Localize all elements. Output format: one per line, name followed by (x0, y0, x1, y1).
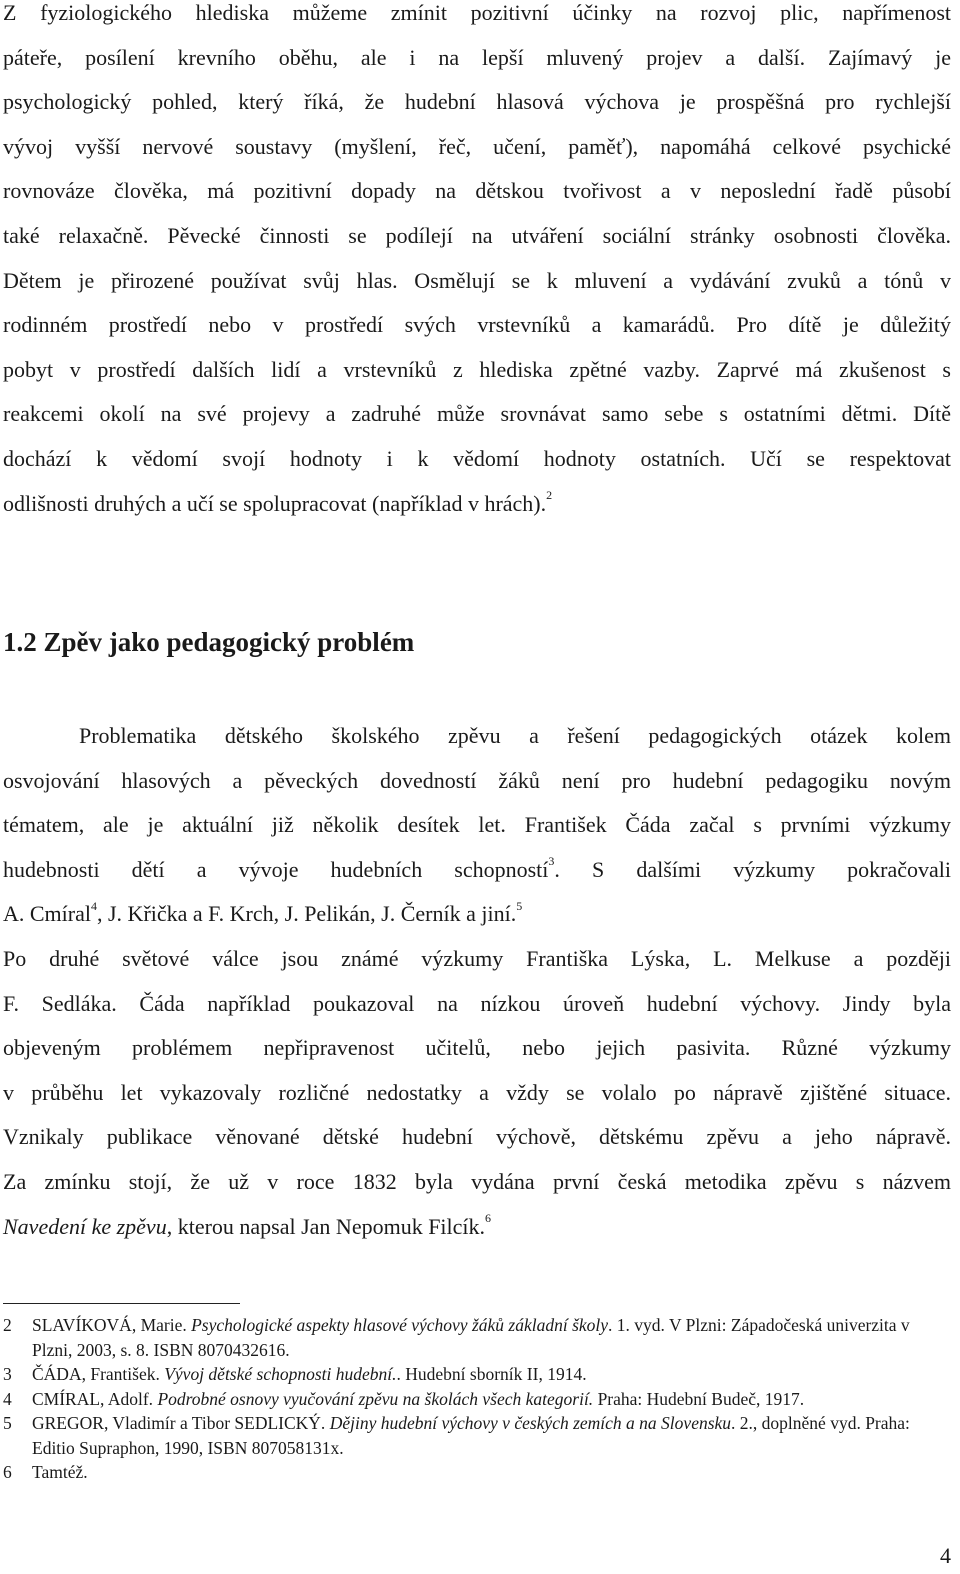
paragraph-intro (3, 0, 951, 526)
citation-rest: . 1. vyd. V Plzni: Západočeská univerzita v Plzni, 2003, s. 8. ISBN 8070432616. (32, 1315, 910, 1360)
text-line: Dětem je přirozené používat svůj hlas. Osmělují se k mluvení a vydávání zvuků a tónů v (3, 267, 951, 293)
text-line: psychologický pohled, který říká, že hudební hlasová výchova je prospěšná pro rychlejší (3, 89, 951, 115)
text-line: pobyt v prostředí dalších lidí a vrstevníků z hlediska zpětné vazby. Zaprvé má zkušenost s (3, 356, 951, 382)
footnote-item (3, 1460, 943, 1485)
paragraph-problem (3, 714, 951, 937)
footnote-ref[interactable]: 2 (546, 488, 553, 503)
footnote-text (32, 1362, 943, 1387)
text-line: dochází k vědomí svojí hodnoty i k vědomí hodnoty ostatních. Učí se respektovat (3, 445, 951, 471)
citation-title: Vývoj dětské schopnosti hudební. (164, 1364, 397, 1384)
footnote-text (32, 1411, 943, 1460)
citation-author: CMÍRAL, Adolf. (32, 1388, 158, 1409)
text-line: Z fyziologického hlediska můžeme zmínit pozitivní účinky na rozvoj plic, napřímenost (3, 0, 951, 25)
text-line: páteře, posílení krevního oběhu, ale i na lepší mluvený projev a další. Zajímavý je (3, 44, 951, 70)
footnote-divider (3, 1303, 240, 1304)
paragraph-history (3, 937, 951, 1249)
citation-rest: . Hudební sborník II, 1914. (396, 1364, 587, 1384)
text-segment: , kterou napsal Jan Nepomuk Filcík. (166, 1213, 486, 1239)
citation-title: Psychologické aspekty hlasové výchovy žáků základní školy (191, 1315, 609, 1335)
citation-author: GREGOR, Vladimír a Tibor SEDLICKÝ. (32, 1413, 330, 1433)
text-line: Vznikaly publikace věnované dětské hudební výchově, dětskému zpěvu a jeho nápravě. (3, 1124, 951, 1150)
citation-title: Dějiny hudební výchovy v českých zemích a na Slovensku (329, 1413, 732, 1433)
text-line: vývoj vyšší nervové soustavy (myšlení, řeč, učení, paměť), napomáhá celkové psychické (3, 133, 951, 159)
citation-rest: . 2., doplněné vyd. Praha: Editio Supraphon, 1990, ISBN 807058131x. (32, 1413, 910, 1458)
footnote-item (3, 1362, 943, 1387)
footnote-number: 6 (3, 1462, 12, 1482)
footnote-text (32, 1387, 943, 1412)
text-line: Za zmínku stojí, že už v roce 1832 byla vydána první česká metodika zpěvu s názvem (3, 1168, 951, 1194)
footnotes (3, 1313, 943, 1485)
book-title: Navedení ke zpěvu (3, 1213, 167, 1239)
citation-author: SLAVÍKOVÁ, Marie. (32, 1315, 192, 1335)
text-line (3, 482, 951, 527)
footnote-ref[interactable]: 3 (548, 854, 555, 869)
footnote-item (3, 1313, 943, 1362)
page-number: 4 (940, 1543, 951, 1568)
text-line: rodinném prostředí nebo v prostředí svých vrstevníků a kamarádů. Pro dítě je důležitý (3, 312, 951, 338)
text-line: v průběhu let vykazovaly rozličné nedostatky a vždy se volalo po nápravě zjištěné situace. (3, 1079, 951, 1105)
footnote-item (3, 1411, 943, 1460)
text-line: také relaxačně. Pěvecké činnosti se podílejí na utváření sociální stránky osobnosti člověka. (3, 222, 951, 248)
text-line: reakcemi okolí na své projevy a zadruhé může srovnávat samo sebe s ostatními dětmi. Dítě (3, 401, 951, 427)
text-line: Problematika dětského školského zpěvu a řešení pedagogických otázek kolem (79, 723, 951, 748)
text-line (3, 848, 951, 893)
text-segment: A. Cmíral (3, 901, 91, 927)
footnote-ref[interactable]: 4 (91, 899, 97, 914)
text-line: Po druhé světové válce jsou známé výzkumy Františka Lýska, L. Melkuse a později (3, 946, 951, 971)
citation-author: ČÁDA, František. (32, 1364, 165, 1384)
footnote-text (32, 1313, 943, 1362)
text-line: tématem, ale je aktuální již několik desítek let. František Čáda začal s prvními výzkumy (3, 812, 951, 838)
citation-title: Podrobné osnovy vyučování zpěvu na školách všech kategorií. (157, 1388, 594, 1409)
footnote-ref[interactable]: 5 (516, 899, 523, 914)
text-line: osvojování hlasových a pěveckých dovedností žáků není pro hudební pedagogiku novým (3, 767, 951, 793)
footnote-number: 5 (3, 1413, 12, 1433)
text-line: F. Sedláka. Čáda například poukazoval na nízkou úroveň hudební výchovy. Jindy byla (3, 990, 951, 1016)
text-line (3, 892, 951, 937)
footnote-number: 2 (3, 1315, 12, 1335)
footnote-item (3, 1387, 943, 1412)
citation-rest: Praha: Hudební Budeč, 1917. (593, 1388, 805, 1409)
text-segment: hudebnosti dětí a vývoje hudebních schopností (3, 856, 549, 882)
text-segment: . S dalšími výzkumy pokračovali (554, 856, 952, 882)
footnote-ref[interactable]: 6 (485, 1211, 492, 1226)
text-line (3, 1205, 951, 1250)
citation-author: Tamtéž. (32, 1462, 88, 1482)
text-segment: odlišnosti druhých a učí se spolupracovat (například v hrách). (3, 490, 547, 516)
text-segment: , J. Křička a F. Krch, J. Pelikán, J. Černík a jiní. (97, 901, 517, 927)
text-line: objeveným problémem nepřipravenost učitelů, nebo jejich pasivita. Různé výzkumy (3, 1035, 951, 1061)
footnote-number: 4 (3, 1388, 12, 1409)
footnote-text (32, 1460, 943, 1485)
footnote-number: 3 (3, 1364, 12, 1384)
section-heading: 1.2 Zpěv jako pedagogický problém (3, 627, 415, 657)
text-line: rovnováze člověka, má pozitivní dopady na dětskou tvořivost a v neposlední řadě působí (3, 178, 951, 204)
